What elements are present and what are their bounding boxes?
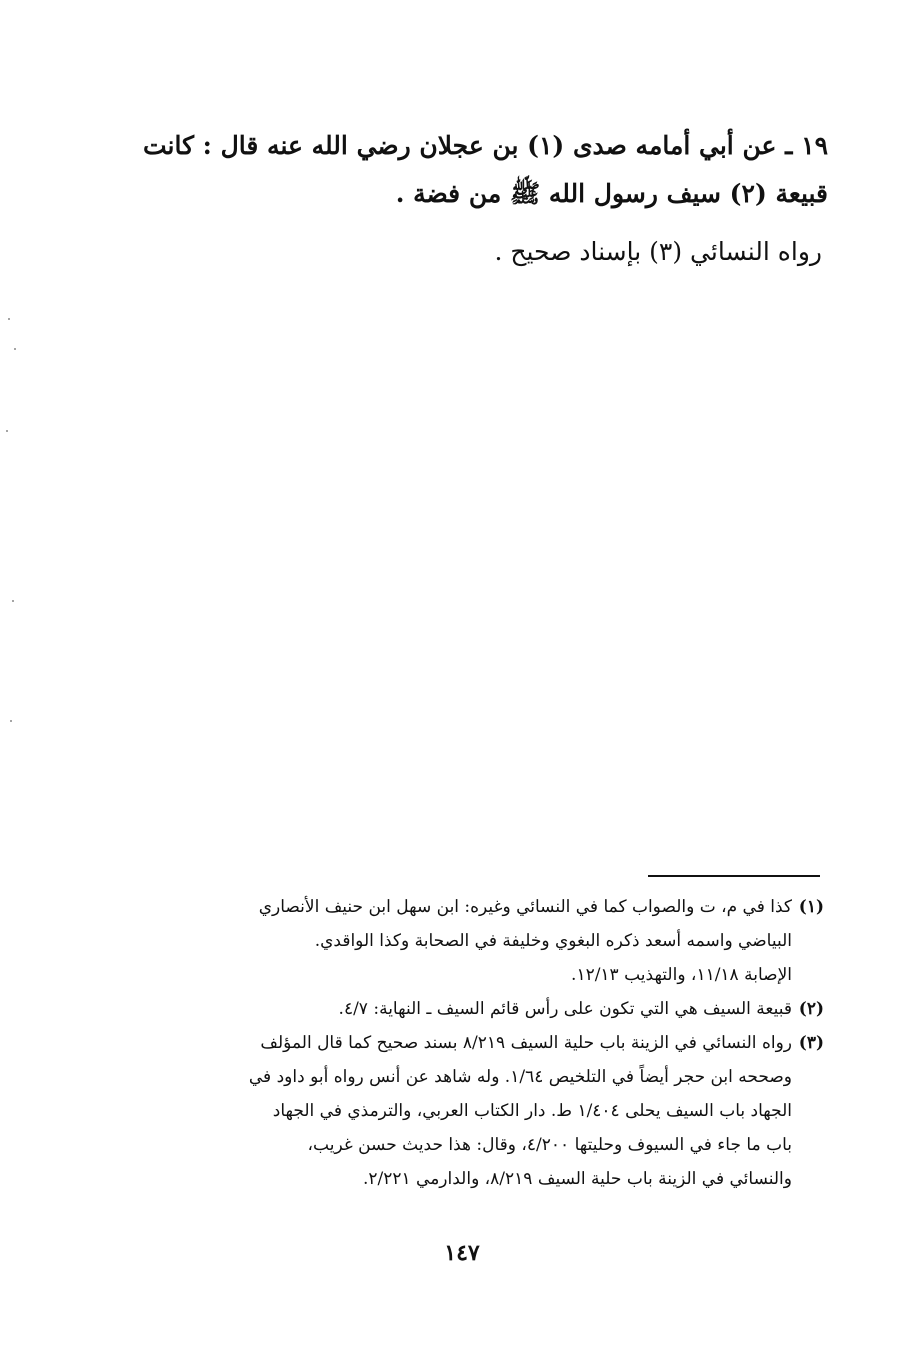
hadith-line-2: قبيعة (٢) سيف رسول الله ﷺ من فضة . bbox=[395, 179, 828, 208]
footnote-line: قبيعة السيف هي التي تكون على رأس قائم السيف ـ النهاية: ٤/٧. bbox=[338, 999, 792, 1019]
scan-speck bbox=[10, 720, 12, 722]
footnotes bbox=[129, 890, 824, 1196]
footnote-number: (١) bbox=[798, 897, 824, 917]
scan-speck bbox=[12, 600, 14, 602]
footnote-2 bbox=[129, 992, 824, 1026]
footnote-1 bbox=[129, 890, 824, 992]
hadith-source: رواه النسائي (٣) بإسناد صحيح . bbox=[494, 237, 822, 266]
footnote-3 bbox=[129, 1026, 824, 1196]
footnote-separator bbox=[648, 875, 820, 877]
footnote-line: البياضي واسمه أسعد ذكره البغوي وخليفة في الصحابة وكذا الواقدي. bbox=[314, 931, 792, 951]
footnote-number: (٣) bbox=[798, 1033, 824, 1053]
hadith-line-1: ١٩ ـ عن أبي أمامه صدى (١) بن عجلان رضي الله عنه قال : كانت bbox=[142, 131, 828, 160]
footnote-line: كذا في م، ت والصواب كما في النسائي وغيره: ابن سهل ابن حنيف الأنصاري bbox=[258, 897, 792, 917]
footnote-line: وصححه ابن حجر أيضاً في التلخيص ١/٦٤. وله شاهد عن أنس رواه أبو داود في bbox=[248, 1067, 792, 1087]
footnote-number: (٢) bbox=[798, 999, 824, 1019]
footnote-line: باب ما جاء في السيوف وحليتها ٤/٢٠٠، وقال: هذا حديث حسن غريب، bbox=[307, 1135, 792, 1155]
scan-speck bbox=[8, 318, 10, 320]
footnote-line: والنسائي في الزينة باب حلية السيف ٨/٢١٩، والدارمي ٢/٢٢١. bbox=[362, 1169, 792, 1189]
footnote-line: الإصابة ١١/١٨، والتهذيب ١٢/١٣. bbox=[571, 965, 792, 985]
page-number: ١٤٧ bbox=[444, 1240, 480, 1266]
footnote-line: الجهاد باب السيف يحلى ١/٤٠٤ ط. دار الكتاب العربي، والترمذي في الجهاد bbox=[272, 1101, 792, 1121]
scan-speck bbox=[14, 348, 16, 350]
footnote-line: رواه النسائي في الزينة باب حلية السيف ٨/٢١٩ بسند صحيح كما قال المؤلف bbox=[260, 1033, 792, 1053]
scan-speck bbox=[6, 430, 8, 432]
hadith-text bbox=[138, 122, 828, 276]
